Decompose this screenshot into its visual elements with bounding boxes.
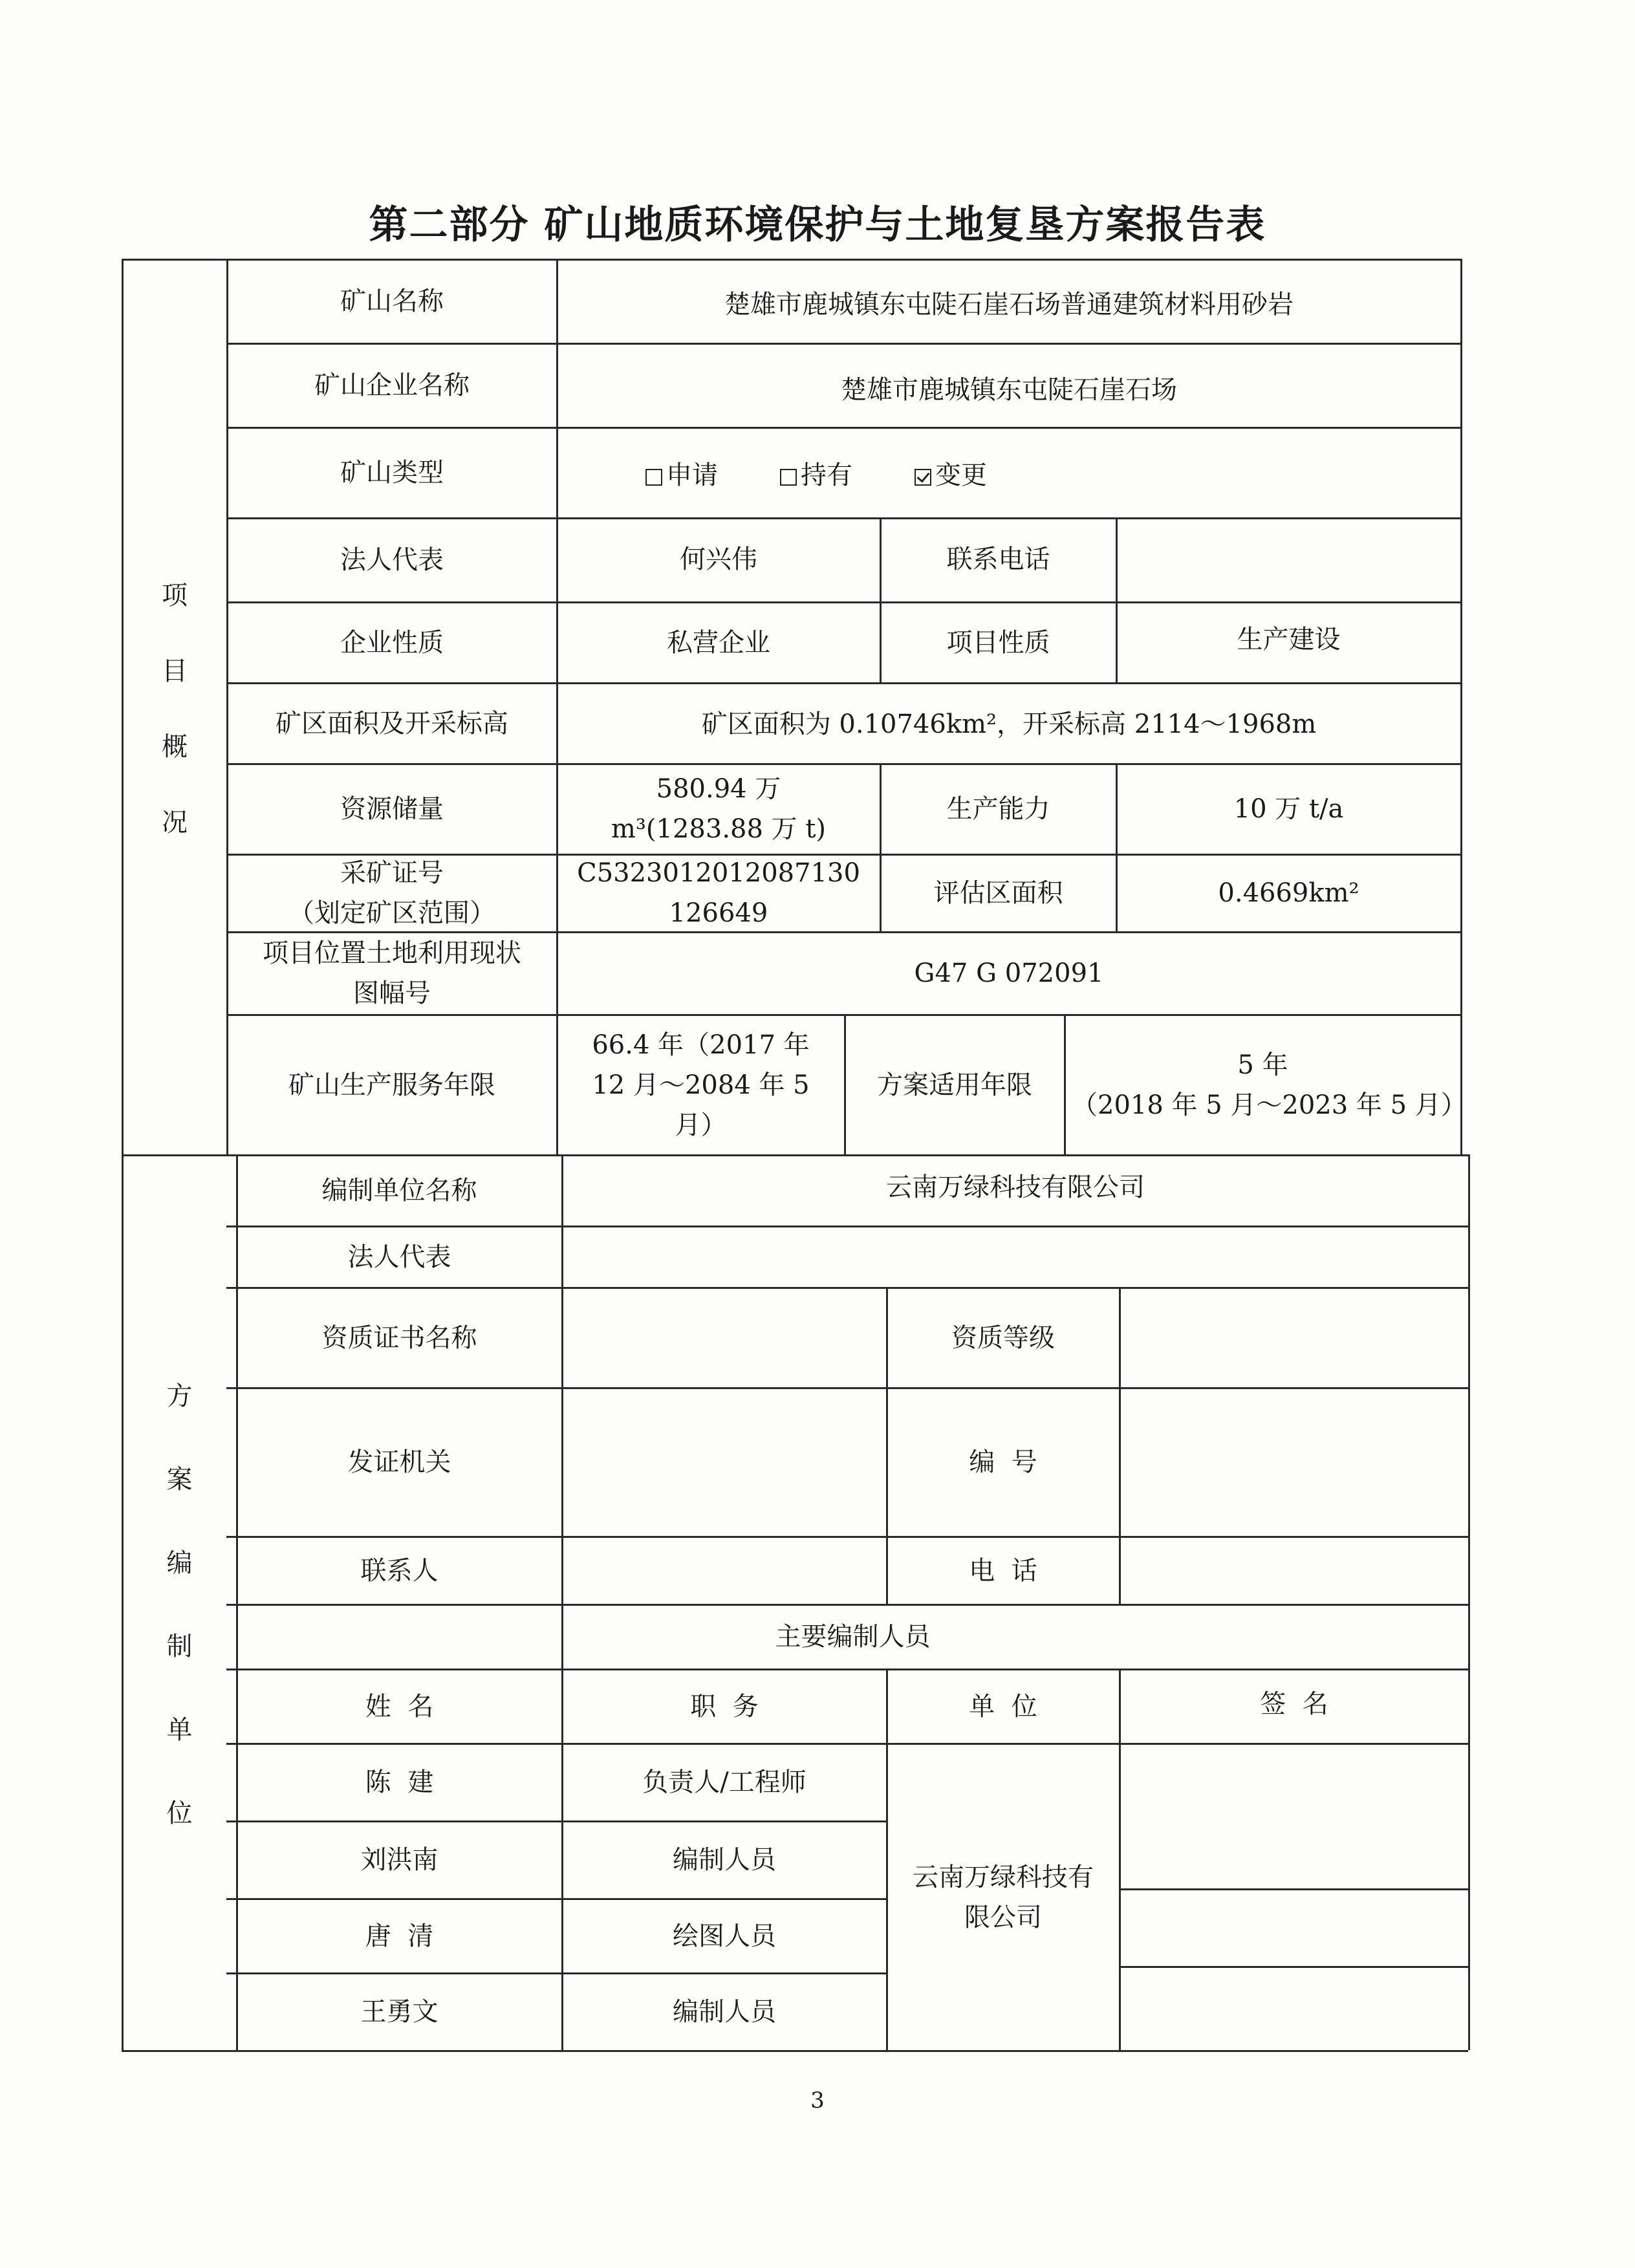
mine-type-label: 矿山类型 (340, 458, 444, 488)
staff-name-1: 陈 建 (365, 1767, 434, 1797)
staff-role-2: 编制人员 (673, 1845, 776, 1875)
license-label-line1: 采矿证号 (340, 858, 444, 888)
contact-label: 联系人 (360, 1555, 439, 1586)
cert-level-value (1120, 1288, 1468, 1387)
option-apply: 申请 (645, 455, 718, 495)
map-no-value: G47 G 072091 (914, 958, 1104, 988)
unit-name-value: 云南万绿科技有限公司 (886, 1172, 1145, 1202)
staff-name-2: 刘洪南 (360, 1845, 439, 1875)
cert-name-label: 资质证书名称 (321, 1323, 477, 1353)
staff-role-3: 绘图人员 (673, 1921, 776, 1951)
option-change: 变更 (915, 455, 987, 495)
staff-role-1: 负责人/工程师 (642, 1767, 807, 1797)
overview-section-label: 项 目 概 况 (162, 580, 188, 837)
checkbox-hold (780, 469, 797, 486)
reserves-value: 580.94 万 m³(1283.88 万 t) (611, 774, 827, 844)
phone-label: 联系电话 (946, 545, 1050, 574)
license-label-line2: （划定矿区范围） (288, 898, 495, 928)
tel-label: 电 话 (969, 1555, 1037, 1586)
plan-period-range: （2018 年 5 月～2023 年 5 月） (1072, 1090, 1467, 1120)
col-role-header: 职 务 (690, 1691, 759, 1722)
number-label: 编 号 (969, 1447, 1037, 1477)
staff-name-4: 王勇文 (360, 1997, 439, 2027)
eval-area-value: 0.4669km² (1218, 878, 1359, 908)
mine-type-options (558, 428, 1075, 517)
mine-name-value: 楚雄市鹿城镇东屯陡石崖石场普通建筑材料用砂岩 (724, 290, 1294, 319)
col-sign-header: 签 名 (1260, 1689, 1328, 1719)
staff-name-3: 唐 清 (365, 1921, 434, 1951)
license-value: C5323012012087130126649 (577, 858, 860, 928)
issuer-value (563, 1388, 886, 1536)
cert-level-label: 资质等级 (951, 1323, 1055, 1353)
col-name-header: 姓 名 (365, 1691, 434, 1722)
phone-value (1117, 519, 1460, 601)
col-unit-header: 单 位 (969, 1691, 1037, 1722)
mine-name-label: 矿山名称 (340, 286, 444, 316)
issuer-label: 发证机关 (347, 1447, 451, 1477)
enterprise-name-label: 矿山企业名称 (314, 371, 470, 400)
eval-area-label: 评估区面积 (933, 878, 1063, 908)
staff-header: 主要编制人员 (775, 1622, 931, 1652)
area-label: 矿区面积及开采标高 (276, 708, 508, 739)
legal-rep-value: 何兴伟 (680, 545, 757, 574)
option-hold: 持有 (780, 455, 852, 495)
legal-rep-label: 法人代表 (340, 545, 444, 575)
plan-period-label: 方案适用年限 (877, 1070, 1032, 1100)
contact-value (563, 1537, 886, 1604)
project-nature-value: 生产建设 (1237, 625, 1341, 654)
enterprise-nature-value: 私营企业 (667, 627, 770, 658)
area-value: 矿区面积为 0.10746km²，开采标高 2114～1968m (701, 709, 1317, 739)
cert-name-value (563, 1288, 886, 1387)
service-life-label: 矿山生产服务年限 (288, 1070, 495, 1100)
compiler-section-label: 方 案 编 制 单 位 (166, 1381, 193, 1828)
capacity-label: 生产能力 (946, 794, 1050, 824)
unit-name-label: 编制单位名称 (321, 1176, 477, 1205)
page-title: 第二部分 矿山地质环境保护与土地复垦方案报告表 (369, 202, 1266, 248)
page-number: 3 (810, 2088, 825, 2113)
compiler-legal-rep-value (563, 1227, 1468, 1287)
license-label (228, 855, 556, 931)
service-life-value: 66.4 年（2017 年 12 月～2084 年 5 月） (592, 1030, 810, 1140)
checkbox-apply (645, 469, 662, 486)
capacity-value: 10 万 t/a (1233, 794, 1344, 824)
plan-period-value (1065, 1015, 1467, 1154)
reserves-label: 资源储量 (340, 794, 444, 824)
tel-value (1120, 1537, 1468, 1604)
number-value (1120, 1388, 1468, 1536)
project-nature-label: 项目性质 (946, 627, 1050, 658)
enterprise-nature-label: 企业性质 (340, 627, 444, 658)
enterprise-name-value: 楚雄市鹿城镇东屯陡石崖石场 (841, 375, 1177, 405)
compiler-legal-rep-label: 法人代表 (347, 1242, 451, 1272)
plan-period-years: 5 年 (1237, 1050, 1288, 1080)
map-no-label: 项目位置土地利用现状图幅号 (263, 938, 521, 1008)
checkbox-change-checked (915, 469, 931, 486)
staff-role-4: 编制人员 (673, 1997, 776, 2027)
staff-unit-value: 云南万绿科技有限公司 (913, 1862, 1094, 1932)
